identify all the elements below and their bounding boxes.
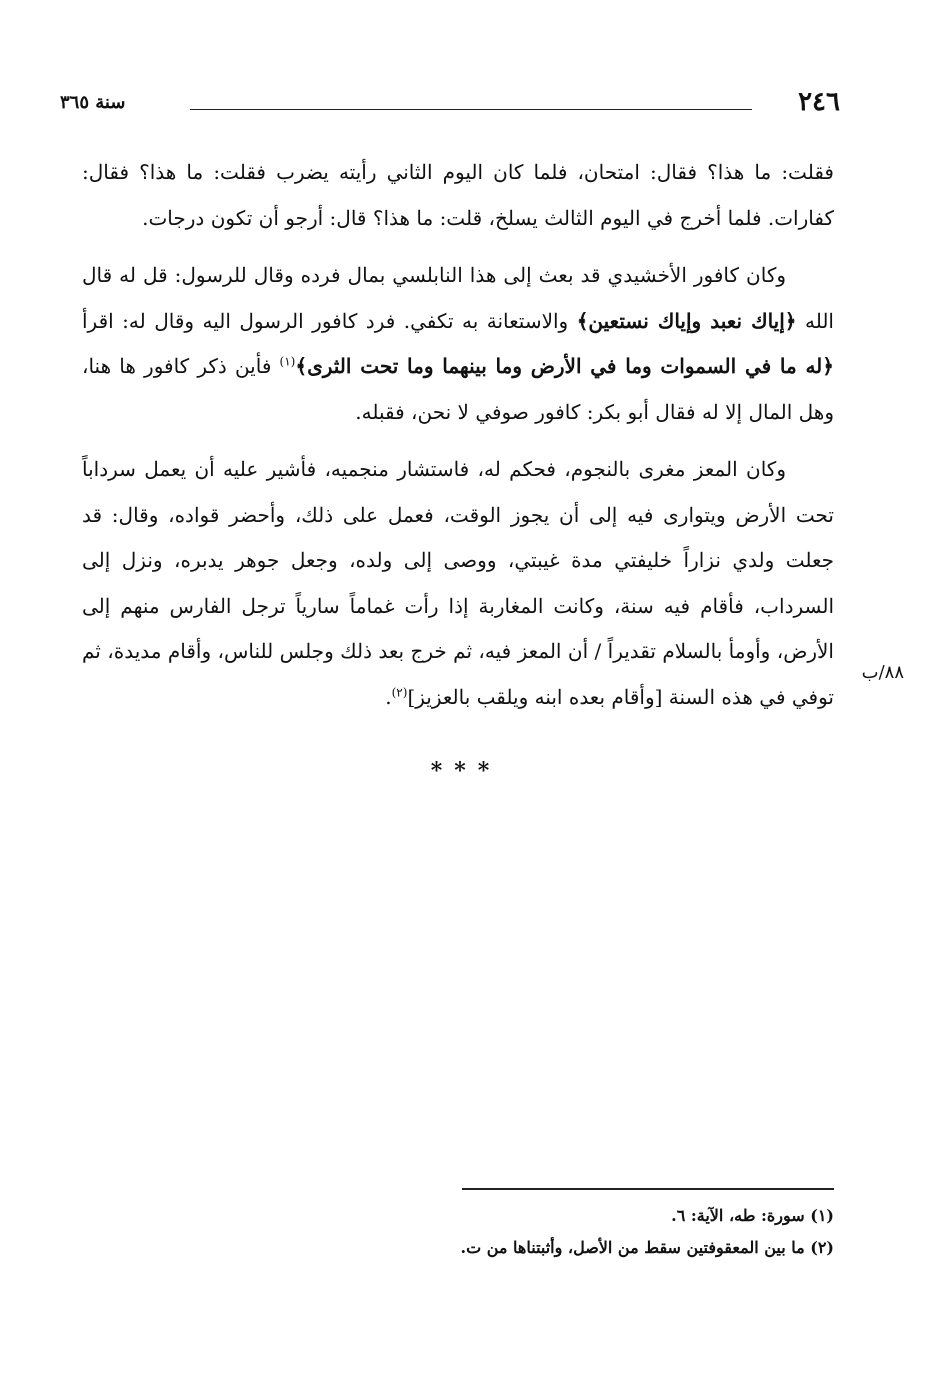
paragraph-1: فقلت: ما هذا؟ فقال: امتحان، فلما كان اليوم الثاني رأيته يضرب فقلت: ما هذا؟ فقال: كفارات. فلما أخرج في اليوم الثالث يسلخ، قلت: ما هذا؟ قال: أرجو أن تكون درجات.	[82, 160, 834, 230]
paragraph-3	[82, 447, 834, 720]
footnote-1: (١) سورة: طه، الآية: ٦.	[671, 1206, 834, 1225]
footnote-rule	[462, 1188, 834, 1190]
main-text	[82, 150, 834, 732]
paragraph-2-part-2: والاستعانة به تكفي. فرد كافور الرسول اليه وقال له: اقرأ	[82, 308, 577, 333]
running-head: سنة ٣٦٥	[60, 92, 126, 113]
quran-quote-2: ﴿له ما في السموات وما في الأرض وما بينهما وما تحت الثرى﴾	[295, 354, 834, 378]
footnote-ref-1: (١)	[279, 354, 296, 369]
page-number: ٢٤٦	[798, 87, 840, 117]
footnote-2: (٢) ما بين المعقوفتين سقط من الأصل، وأثبتناها من ت.	[460, 1238, 834, 1257]
header-rule	[190, 109, 752, 110]
footnotes	[234, 1200, 834, 1264]
quran-quote-1: ﴿إياك نعبد وإياك نستعين﴾	[576, 308, 797, 333]
paragraph-2-part-1: وكان كافور الأخشيدي قد بعث إلى هذا النابلسي بمال فرده وقال للرسول: قل له قال الله	[82, 263, 834, 333]
page-header	[60, 84, 840, 124]
paragraph-3-main: وكان المعز مغرى بالنجوم، فحكم له، فاستشار منجميه، فأشير عليه أن يعمل سرداباً تحت الأرض ويتوارى فيه إلى أن يجوز الوقت، فعمل على ذلك، وأحضر قواده، وقال: قد جعلت ولدي نزاراً خليفتي مدة غيبتي، ووصى إلى ولده، وجعل جوهر يدبره، ونزل إلى السرداب، فأقام فيه سنة، وكانت المغاربة إذا رأت غماماً سارياً ترجل الفارس منهم إلى الأرض، وأومأ بالسلام تقديراً / أن المعز فيه، ثم خرج بعد ذلك وجلس للناس، وأقام مديدة، ثم توفي في هذه السنة [وأقام بعده ابنه ويلقب بالعزيز]	[82, 457, 834, 709]
section-separator: ***	[430, 758, 502, 784]
manuscript-folio-note: ٨٨/ب	[861, 662, 904, 683]
footnote-ref-2: (٢)	[391, 684, 408, 699]
paragraph-3-end: .	[385, 684, 392, 709]
paragraph-2	[82, 253, 834, 435]
paragraph-2-part-3: فأين ذكر كافور ها هنا، وهل المال إلا له فقال أبو بكر: كافور صوفي لا نحن، فقبله.	[82, 354, 834, 424]
